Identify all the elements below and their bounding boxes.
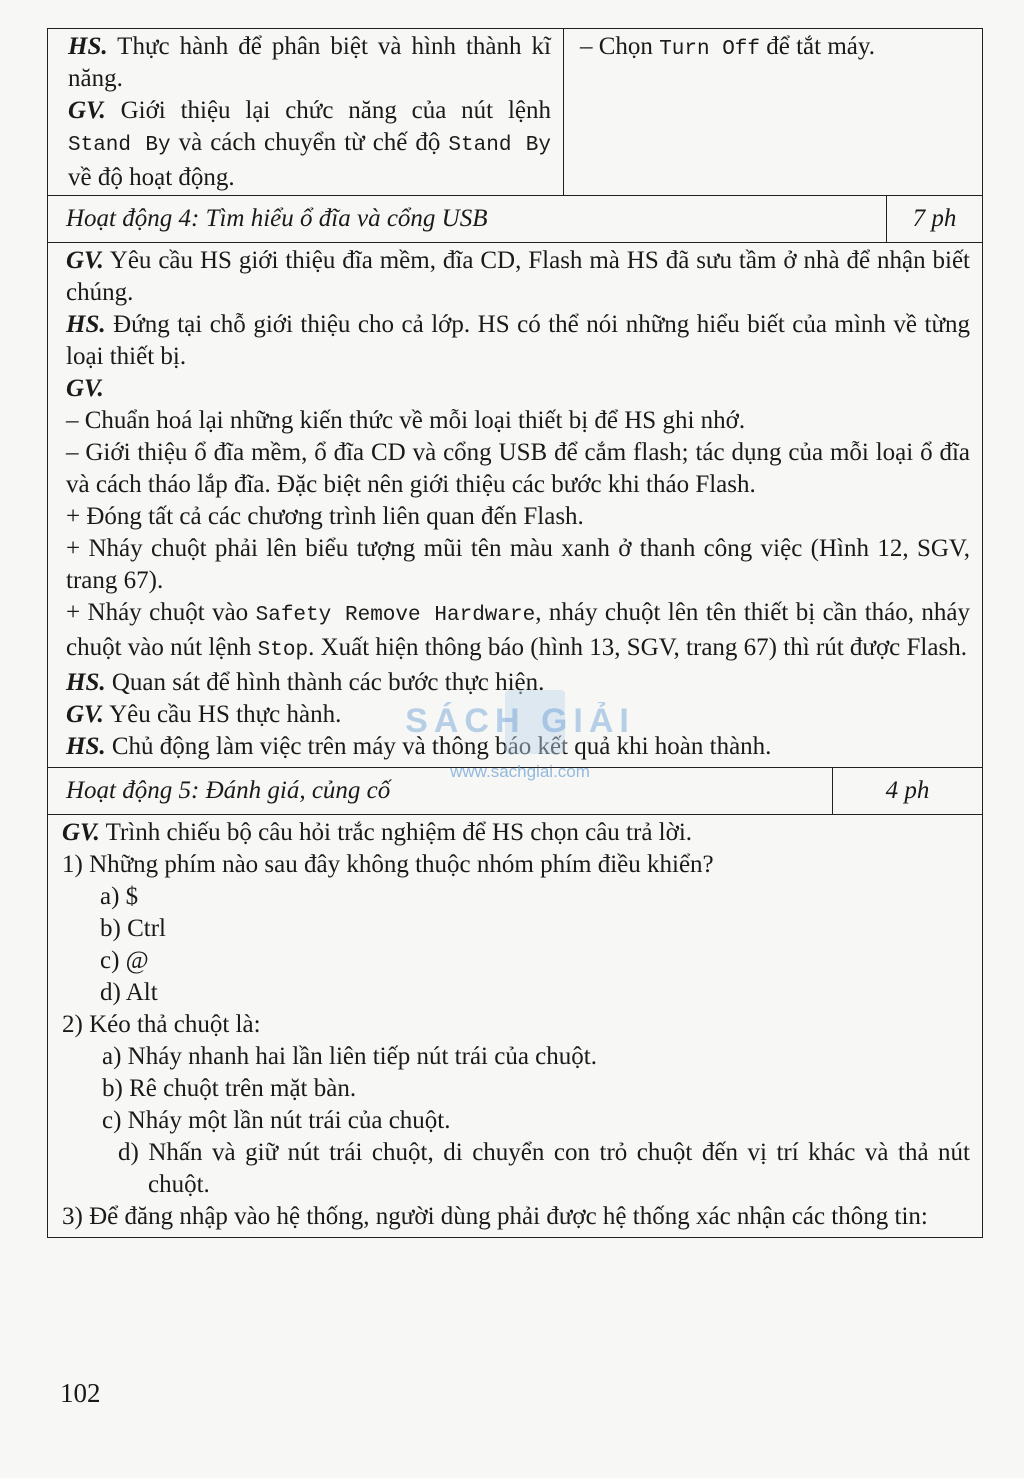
hs-label: HS. <box>66 669 106 696</box>
text: Quan sát để hình thành các bước thực hiện. <box>105 669 545 696</box>
row1-right-cell <box>564 29 982 195</box>
paragraph: + Nháy chuột phải lên biểu tượng mũi tên màu xanh ở thanh công việc (Hình 12, SGV, trang 67). <box>66 535 970 594</box>
question-3: 3) Để đăng nhập vào hệ thống, người dùng phải được hệ thống xác nhận các thông tin: <box>62 1203 928 1230</box>
hs-label: HS. <box>66 311 106 338</box>
answer-option: c) Nháy một lần nút trái của chuột. <box>102 1107 451 1134</box>
paragraph <box>66 667 970 699</box>
answer-option: a) Nháy nhanh hai lần liên tiếp nút trái của chuột. <box>102 1043 597 1070</box>
activity4-time: 7 ph <box>886 196 982 242</box>
activity5-body <box>48 815 982 1237</box>
hs-text: Thực hành để phân biệt và hình thành kĩ năng. <box>68 33 551 92</box>
paragraph <box>66 731 970 763</box>
paragraph <box>62 817 970 849</box>
answer-option: b) Rê chuột trên mặt bàn. <box>102 1075 357 1102</box>
text: Yêu cầu HS giới thiệu đĩa mềm, đĩa CD, Flash mà HS đã sưu tầm ở nhà để nhận biết chúng. <box>66 247 970 306</box>
text: + Nháy chuột vào <box>66 599 256 626</box>
text: – Chọn <box>580 33 660 60</box>
hs-paragraph <box>68 31 551 95</box>
turn-off-code: Turn Off <box>659 38 761 61</box>
standby-code: Stand By <box>448 134 551 157</box>
answer-option: c) @ <box>100 947 149 974</box>
hs-label: HS. <box>66 733 106 760</box>
answer-option: b) Ctrl <box>100 915 166 942</box>
lesson-table <box>47 28 983 1238</box>
paragraph <box>66 309 970 373</box>
gv-text: về độ hoạt động. <box>68 164 235 191</box>
text: Trình chiếu bộ câu hỏi trắc nghiệm để HS chọn câu trả lời. <box>99 819 693 846</box>
text: . Xuất hiện thông báo (hình 13, SGV, trang 67) thì rút được Flash. <box>308 634 967 661</box>
gv-label: GV. <box>66 247 104 274</box>
activity4-header <box>48 196 982 243</box>
gv-text: và cách chuyển từ chế độ <box>170 129 449 156</box>
text: Yêu cầu HS thực hành. <box>103 701 342 728</box>
paragraph <box>66 597 970 667</box>
page-number: 102 <box>60 1378 101 1408</box>
activity5-header <box>48 768 982 815</box>
paragraph: – Chuẩn hoá lại những kiến thức về mỗi loại thiết bị để HS ghi nhớ. <box>66 407 746 434</box>
text: , nháy chuột lên tên thiết bị cần tháo, nháy chuột vào nút lệnh <box>66 599 971 661</box>
gv-label: GV. <box>68 97 106 124</box>
question-2: 2) Kéo thả chuột là: <box>62 1011 261 1038</box>
paragraph <box>66 699 970 731</box>
paragraph: + Đóng tất cả các chương trình liên quan đến Flash. <box>66 503 584 530</box>
table-row <box>48 29 982 196</box>
gv-text: Giới thiệu lại chức năng của nút lệnh <box>105 97 551 124</box>
row1-left-cell <box>48 29 564 195</box>
gv-label: GV. <box>66 701 104 728</box>
paragraph: – Giới thiệu ổ đĩa mềm, ổ đĩa CD và cổng USB để cắm flash; tác dụng của mỗi loại ổ đĩa và cách tháo lắp đĩa. Đặc biệt nên giới thiệu các bước khi tháo Flash. <box>66 439 970 498</box>
paragraph <box>66 245 970 309</box>
paragraph <box>66 373 970 405</box>
activity5-time: 4 ph <box>832 768 982 814</box>
activity5-title: Hoạt động 5: Đánh giá, củng cố <box>66 777 391 804</box>
question-1: 1) Những phím nào sau đây không thuộc nhóm phím điều khiển? <box>62 851 714 878</box>
gv-label: GV. <box>66 375 104 402</box>
stop-code: Stop <box>257 639 309 662</box>
activity4-title: Hoạt động 4: Tìm hiểu ổ đĩa và cổng USB <box>66 205 488 232</box>
answer-option: a) $ <box>100 883 139 910</box>
watermark-brand: SÁCH GIẢI <box>405 702 635 740</box>
text: Chủ động làm việc trên máy và thông báo kết quả khi hoàn thành. <box>105 733 772 760</box>
safety-remove-code: Safety Remove Hardware <box>255 604 536 627</box>
turn-off-line <box>580 31 970 66</box>
standby-code: Stand By <box>68 134 171 157</box>
answer-option: d) Alt <box>100 979 158 1006</box>
gv-label: GV. <box>62 819 100 846</box>
text: để tắt máy. <box>760 33 876 60</box>
text: Đứng tại chỗ giới thiệu cho cả lớp. HS có thể nói những hiểu biết của mình về từng loại thiết bị. <box>66 311 970 370</box>
watermark-url: www.sachgiai.com <box>450 762 590 781</box>
hs-label: HS. <box>68 33 108 60</box>
answer-option: d) Nhấn và giữ nút trái chuột, di chuyển con trỏ chuột đến vị trí khác và thả nút chuột. <box>118 1139 970 1198</box>
activity4-body <box>48 243 982 768</box>
gv-paragraph <box>68 95 551 194</box>
